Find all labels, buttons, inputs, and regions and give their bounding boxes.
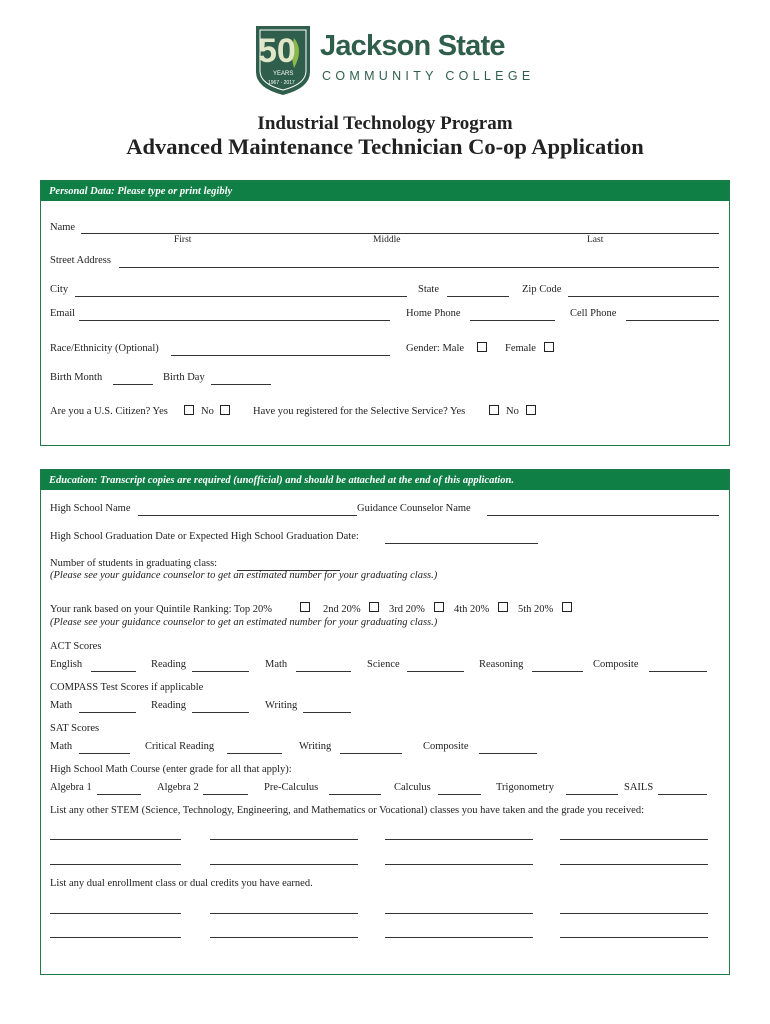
stem-label: List any other STEM (Science, Technology, Engineering, and Mathematics or Vocational) classes you have taken and the grade you received: [50, 805, 644, 816]
q3-checkbox[interactable] [434, 602, 444, 612]
sails-field[interactable] [658, 794, 707, 795]
sat-writing-field[interactable] [340, 753, 402, 754]
cell-phone-label: Cell Phone [570, 308, 617, 319]
email-label: Email [50, 308, 76, 319]
male-checkbox[interactable] [477, 342, 487, 352]
stem-line[interactable] [50, 864, 181, 865]
brand-name: Jackson State [320, 30, 505, 62]
sat-critical-field[interactable] [227, 753, 282, 754]
act-composite-field[interactable] [649, 671, 707, 672]
compass-writing-label: Writing [265, 700, 298, 711]
num-students-label: Number of students in graduating class: [50, 558, 218, 569]
stem-line[interactable] [210, 839, 358, 840]
compass-writing-field[interactable] [303, 712, 351, 713]
name-label: Name [50, 222, 76, 233]
application-title: Advanced Maintenance Technician Co-op Application [126, 134, 644, 159]
education-header: Education: Transcript copies are required (unofficial) and should be attached at the end of this application. [41, 470, 729, 490]
personal-data-header: Personal Data: Please type or print legibly [41, 181, 729, 201]
act-reading-field[interactable] [192, 671, 249, 672]
q5-checkbox[interactable] [562, 602, 572, 612]
num-students-note: (Please see your guidance counselor to get an estimated number for your graduating class.) [50, 570, 438, 581]
selective-yes-checkbox[interactable] [489, 405, 499, 415]
counselor-label: Guidance Counselor Name [357, 503, 471, 514]
act-science-field[interactable] [407, 671, 464, 672]
state-field[interactable] [447, 296, 509, 297]
last-caption: Last [587, 235, 604, 245]
zip-field[interactable] [568, 296, 719, 297]
precalc-label: Pre-Calculus [264, 782, 319, 793]
race-label: Race/Ethnicity (Optional) [50, 343, 159, 354]
grad-date-field[interactable] [385, 543, 538, 544]
birth-month-label: Birth Month [50, 372, 103, 383]
sat-writing-label: Writing [299, 741, 332, 752]
q2-checkbox[interactable] [369, 602, 379, 612]
badge-dates: 1967 · 2017 [268, 80, 295, 86]
compass-math-label: Math [50, 700, 73, 711]
dual-line[interactable] [560, 913, 708, 914]
compass-reading-field[interactable] [192, 712, 249, 713]
sat-composite-field[interactable] [479, 753, 537, 754]
dual-line[interactable] [385, 913, 533, 914]
birth-day-label: Birth Day [163, 372, 205, 383]
top20-checkbox[interactable] [300, 602, 310, 612]
act-english-field[interactable] [91, 671, 136, 672]
compass-math-field[interactable] [79, 712, 136, 713]
cell-phone-field[interactable] [626, 320, 719, 321]
city-field[interactable] [75, 296, 407, 297]
act-reasoning-field[interactable] [532, 671, 583, 672]
dual-line[interactable] [560, 937, 708, 938]
dual-line[interactable] [210, 937, 358, 938]
q2-label: 2nd 20% [323, 604, 361, 615]
rank-note: (Please see your guidance counselor to get an estimated number for your graduating class.) [50, 617, 438, 628]
brand-subtitle: COMMUNITY COLLEGE [322, 69, 535, 83]
dual-line[interactable] [385, 937, 533, 938]
dual-line[interactable] [50, 913, 181, 914]
algebra2-field[interactable] [203, 794, 248, 795]
home-phone-field[interactable] [470, 320, 555, 321]
sat-critical-label: Critical Reading [145, 741, 215, 752]
compass-reading-label: Reading [151, 700, 186, 711]
first-caption: First [174, 235, 192, 245]
citizen-label: Are you a U.S. Citizen? Yes [50, 406, 168, 417]
compass-heading: COMPASS Test Scores if applicable [50, 682, 204, 693]
citizen-no-checkbox[interactable] [220, 405, 230, 415]
citizen-no-label: No [201, 406, 214, 417]
city-label: City [50, 284, 69, 295]
stem-line[interactable] [560, 839, 708, 840]
algebra1-label: Algebra 1 [50, 782, 92, 793]
q4-checkbox[interactable] [498, 602, 508, 612]
dual-line[interactable] [50, 937, 181, 938]
counselor-field[interactable] [487, 515, 719, 516]
trig-field[interactable] [566, 794, 618, 795]
badge-number: 50 [258, 32, 296, 70]
rank-label: Your rank based on your Quintile Ranking: Top 20% [50, 604, 272, 615]
email-field[interactable] [79, 320, 390, 321]
act-reading-label: Reading [151, 659, 186, 670]
selective-no-checkbox[interactable] [526, 405, 536, 415]
badge-years: YEARS [273, 71, 294, 77]
act-math-field[interactable] [296, 671, 351, 672]
dual-line[interactable] [210, 913, 358, 914]
hs-math-heading: High School Math Course (enter grade for all that apply): [50, 764, 292, 775]
female-label: Female [505, 343, 536, 354]
race-field[interactable] [171, 355, 390, 356]
zip-label: Zip Code [522, 284, 562, 295]
algebra2-label: Algebra 2 [157, 782, 199, 793]
birth-day-field[interactable] [211, 384, 271, 385]
stem-line[interactable] [560, 864, 708, 865]
high-school-field[interactable] [138, 515, 357, 516]
selective-service-label: Have you registered for the Selective Service? Yes [253, 406, 466, 417]
q5-label: 5th 20% [518, 604, 554, 615]
act-composite-label: Composite [593, 659, 639, 670]
act-science-label: Science [367, 659, 400, 670]
high-school-label: High School Name [50, 503, 131, 514]
college-logo [254, 24, 535, 98]
gender-label: Gender: Male [406, 343, 465, 354]
birth-month-field[interactable] [113, 384, 153, 385]
education-section [40, 469, 730, 975]
algebra1-field[interactable] [97, 794, 141, 795]
q4-label: 4th 20% [454, 604, 490, 615]
program-title: Industrial Technology Program [257, 113, 513, 134]
trig-label: Trigonometry [496, 782, 554, 793]
act-reasoning-label: Reasoning [479, 659, 524, 670]
calculus-label: Calculus [394, 782, 431, 793]
personal-data-section [40, 180, 730, 446]
act-heading: ACT Scores [50, 641, 102, 652]
sails-label: SAILS [624, 782, 654, 793]
act-english-label: English [50, 659, 83, 670]
female-checkbox[interactable] [544, 342, 554, 352]
sat-math-field[interactable] [79, 753, 130, 754]
sat-heading: SAT Scores [50, 723, 100, 734]
act-math-label: Math [265, 659, 288, 670]
name-field[interactable] [81, 233, 719, 234]
citizen-yes-checkbox[interactable] [184, 405, 194, 415]
stem-line[interactable] [50, 839, 181, 840]
sat-math-label: Math [50, 741, 73, 752]
q3-label: 3rd 20% [389, 604, 425, 615]
selective-no-label: No [506, 406, 519, 417]
middle-caption: Middle [373, 235, 401, 245]
home-phone-label: Home Phone [406, 308, 461, 319]
street-field[interactable] [119, 267, 719, 268]
stem-line[interactable] [210, 864, 358, 865]
state-label: State [418, 284, 439, 295]
precalc-field[interactable] [329, 794, 381, 795]
stem-line[interactable] [385, 839, 533, 840]
grad-date-label: High School Graduation Date or Expected High School Graduation Date: [50, 531, 359, 542]
stem-line[interactable] [385, 864, 533, 865]
sat-composite-label: Composite [423, 741, 469, 752]
dual-enrollment-label: List any dual enrollment class or dual credits you have earned. [50, 878, 313, 889]
street-label: Street Address [50, 255, 111, 266]
calculus-field[interactable] [438, 794, 481, 795]
